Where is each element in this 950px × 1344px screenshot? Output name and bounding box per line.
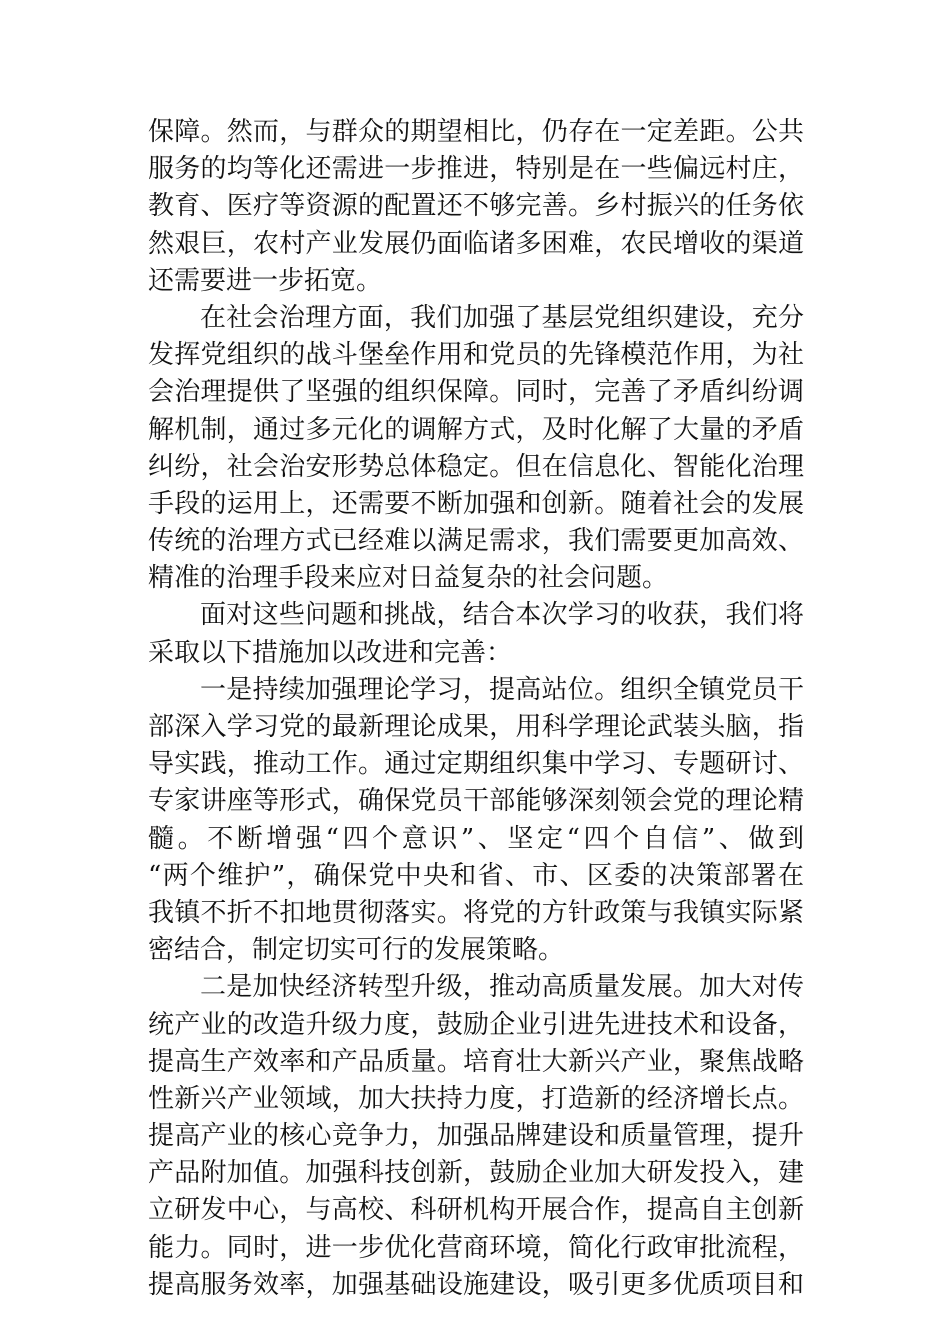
text-line: 采取以下措施加以改进和完善： <box>148 637 513 668</box>
text-line: 提高生产效率和产品质量。培育壮大新兴产业，聚焦战略 <box>148 1046 804 1077</box>
text-line: 解机制，通过多元化的调解方式，及时化解了大量的矛盾 <box>148 414 804 445</box>
text-line: 部深入学习党的最新理论成果，用科学理论武装头脑，指 <box>148 712 804 742</box>
paragraph <box>148 114 804 300</box>
text-line: 性新兴产业领域，加大扶持力度，打造新的经济增长点。 <box>148 1083 804 1114</box>
paragraph <box>148 672 804 970</box>
text-line: 纠纷，社会治安形势总体稳定。但在信息化、智能化治理 <box>148 451 804 482</box>
text-line: 专家讲座等形式，确保党员干部能够深刻领会党的理论精 <box>148 786 804 817</box>
text-line: 手段的运用上，还需要不断加强和创新。随着社会的发展 <box>148 488 804 519</box>
text-line: 教育、医疗等资源的配置还不够完善。乡村振兴的任务依 <box>148 191 804 222</box>
paragraph <box>148 597 804 671</box>
text-line: 会治理提供了坚强的组织保障。同时，完善了矛盾纠纷调 <box>148 377 804 408</box>
text-line: 我镇不折不扣地贯彻落实。将党的方针政策与我镇实际紧 <box>148 897 804 928</box>
text-line: 服务的均等化还需进一步推进，特别是在一些偏远村庄， <box>148 154 804 185</box>
text-line: 传统的治理方式已经难以满足需求，我们需要更加高效、 <box>148 526 804 557</box>
text-line: 导实践，推动工作。通过定期组织集中学习、专题研讨、 <box>148 749 804 780</box>
text-line: 然艰巨，农村产业发展仍面临诸多困难，农民增收的渠道 <box>148 228 804 259</box>
text-line: 一是持续加强理论学习，提高站位。组织全镇党员干 <box>200 674 804 705</box>
text-line: 提高服务效率，加强基础设施建设，吸引更多优质项目和 <box>148 1269 804 1300</box>
text-line: 统产业的改造升级力度，鼓励企业引进先进技术和设备， <box>148 1009 804 1040</box>
text-line: 能力。同时，进一步优化营商环境，简化行政审批流程， <box>148 1232 804 1263</box>
text-line: 面对这些问题和挑战，结合本次学习的收获，我们将 <box>200 600 804 631</box>
document-body-text <box>148 114 804 1304</box>
text-line: 密结合，制定切实可行的发展策略。 <box>148 935 565 966</box>
text-line: 在社会治理方面，我们加强了基层党组织建设，充分 <box>200 302 804 333</box>
text-line: 发挥党组织的战斗堡垒作用和党员的先锋模范作用，为社 <box>148 340 804 371</box>
text-line: 精准的治理手段来应对日益复杂的社会问题。 <box>148 563 669 594</box>
text-line: 保障。然而，与群众的期望相比，仍存在一定差距。公共 <box>148 117 804 147</box>
paragraph <box>148 300 804 598</box>
text-line: 立研发中心，与高校、科研机构开展合作，提高自主创新 <box>148 1195 804 1226</box>
text-line: “两个维护”，确保党中央和省、市、区委的决策部署在 <box>148 860 804 891</box>
text-line: 提高产业的核心竞争力，加强品牌建设和质量管理，提升 <box>148 1121 804 1152</box>
text-line: 二是加快经济转型升级，推动高质量发展。加大对传 <box>200 972 804 1003</box>
paragraph <box>148 969 804 1304</box>
text-line: 产品附加值。加强科技创新，鼓励企业加大研发投入，建 <box>148 1158 804 1189</box>
text-line: 还需要进一步拓宽。 <box>148 265 383 296</box>
text-line: 髓。不断增强“四个意识”、坚定“四个自信”、做到 <box>148 823 804 854</box>
